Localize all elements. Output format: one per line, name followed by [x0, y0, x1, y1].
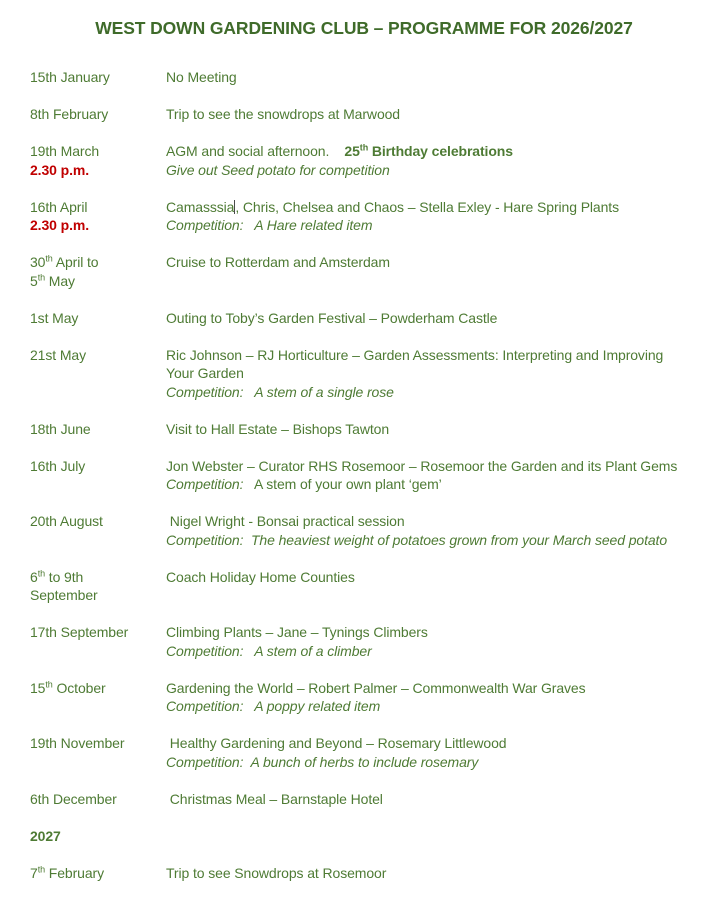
text-segment: September	[30, 587, 98, 603]
entry-date	[30, 568, 166, 605]
date-line	[30, 161, 166, 180]
date-line	[30, 512, 166, 531]
text-segment: Outing to Toby’s Garden Festival – Powderham Castle	[166, 309, 498, 326]
description-line	[166, 105, 698, 124]
programme-entry	[30, 198, 698, 235]
text-segment: Trip to see Snowdrops at Rosemoor	[166, 864, 387, 881]
entry-date	[30, 734, 166, 753]
text-segment: th	[45, 678, 53, 689]
programme-entry	[30, 512, 698, 549]
text-segment: May	[45, 272, 75, 289]
programme-list	[30, 68, 698, 882]
date-line	[30, 420, 166, 439]
text-segment: Gardening the World – Robert Palmer – Commonwealth War Graves	[166, 679, 586, 696]
date-line	[30, 827, 166, 846]
text-segment: , Chris, Chelsea and Chaos – Stella Exley - Hare Spring Plants	[235, 198, 619, 215]
date-line	[30, 253, 166, 272]
entry-date	[30, 68, 166, 87]
entry-description	[166, 68, 698, 87]
text-segment: 2027	[30, 827, 61, 844]
text-segment: 30	[30, 254, 46, 270]
text-segment: Nigel Wright - Bonsai practical session	[166, 513, 405, 529]
text-segment: 2.30 p.m.	[30, 161, 90, 178]
programme-entry	[30, 679, 698, 716]
text-segment: Competition: A stem of a single rose	[166, 383, 394, 400]
text-segment: 6th December	[30, 790, 117, 807]
entry-date	[30, 198, 166, 235]
date-line	[30, 198, 166, 217]
text-segment: th	[37, 567, 45, 578]
text-segment: Competition: The heaviest weight of potatoes grown from your March seed potato	[166, 531, 668, 548]
description-line	[166, 383, 698, 402]
entry-date	[30, 827, 166, 846]
text-segment: Coach Holiday Home Counties	[166, 568, 355, 585]
text-segment: A stem of your own plant ‘gem’	[243, 476, 442, 492]
entry-date	[30, 346, 166, 365]
text-segment: 6	[30, 568, 38, 585]
date-line	[30, 568, 166, 587]
description-line	[166, 216, 698, 235]
text-segment: th	[359, 142, 369, 153]
text-segment: Competition: A poppy related item	[166, 698, 381, 714]
text-segment: No Meeting	[166, 69, 237, 85]
entry-date	[30, 623, 166, 642]
text-segment: Your Garden	[166, 365, 244, 381]
text-segment: 7	[30, 864, 38, 881]
entry-description	[166, 623, 698, 660]
description-line	[166, 679, 698, 698]
description-line	[166, 198, 698, 217]
text-segment: Christmas Meal – Barnstaple Hotel	[166, 790, 383, 807]
text-segment: Camasssia	[166, 198, 235, 215]
entry-description	[166, 734, 698, 771]
description-line	[166, 790, 698, 809]
entry-description	[166, 457, 698, 494]
description-line	[166, 309, 698, 328]
text-segment: 1st May	[30, 309, 79, 326]
entry-description	[166, 309, 698, 328]
description-line	[166, 161, 698, 180]
programme-entry	[30, 420, 698, 439]
entry-date	[30, 790, 166, 809]
date-line	[30, 216, 166, 235]
programme-entry	[30, 827, 698, 846]
description-line	[166, 642, 698, 661]
programme-entry	[30, 568, 698, 605]
text-segment: th	[37, 271, 45, 282]
description-line	[166, 753, 698, 772]
description-line	[166, 864, 698, 883]
entry-date	[30, 309, 166, 328]
description-line	[166, 253, 698, 272]
description-line	[166, 568, 698, 587]
text-segment: Competition:	[166, 476, 244, 492]
programme-entry	[30, 142, 698, 179]
date-line	[30, 309, 166, 328]
entry-description	[166, 346, 698, 402]
description-line	[166, 346, 698, 365]
date-line	[30, 105, 166, 124]
date-line	[30, 142, 166, 161]
description-line	[166, 734, 698, 753]
text-segment: 19th March	[30, 143, 100, 159]
description-line	[166, 623, 698, 642]
text-segment: October	[52, 679, 106, 696]
description-line	[166, 420, 698, 439]
programme-entry	[30, 309, 698, 328]
text-segment: Trip to see the snowdrops at Marwood	[166, 106, 400, 122]
entry-date	[30, 253, 166, 290]
entry-date	[30, 420, 166, 439]
text-segment: th	[37, 863, 45, 874]
text-segment: AGM and social afternoon.	[166, 143, 345, 159]
text-segment: 16th April	[30, 198, 88, 215]
date-line	[30, 790, 166, 809]
entry-description	[166, 105, 698, 124]
programme-entry	[30, 623, 698, 660]
text-segment: 19th November	[30, 735, 125, 751]
entry-date	[30, 142, 166, 179]
text-segment: 20th August	[30, 513, 103, 529]
text-segment: Give out Seed potato for competition	[166, 161, 390, 178]
description-line	[166, 364, 698, 383]
entry-description	[166, 679, 698, 716]
description-line	[166, 68, 698, 87]
description-line	[166, 475, 698, 494]
text-segment: Climbing Plants – Jane – Tynings Climbers	[166, 624, 428, 640]
date-line	[30, 734, 166, 753]
text-segment: Cruise to Rotterdam and Amsterdam	[166, 254, 390, 270]
date-line	[30, 68, 166, 87]
entry-description	[166, 253, 698, 272]
text-segment: Birthday celebrations	[368, 143, 513, 159]
description-line	[166, 697, 698, 716]
entry-description	[166, 142, 698, 179]
text-segment: 18th June	[30, 420, 91, 437]
entry-description	[166, 864, 698, 883]
page-title: WEST DOWN GARDENING CLUB – PROGRAMME FOR 2026/2027	[95, 18, 633, 38]
date-line	[30, 586, 166, 605]
text-segment: 16th July	[30, 457, 86, 474]
text-segment: April to	[52, 254, 99, 270]
text-segment: Competition: A stem of a climber	[166, 642, 372, 659]
text-segment: 25	[344, 143, 360, 159]
text-segment: 21st May	[30, 346, 86, 363]
entry-date	[30, 679, 166, 698]
date-line	[30, 457, 166, 476]
text-segment: 2.30 p.m.	[30, 217, 90, 233]
date-line	[30, 864, 166, 883]
entry-description	[166, 568, 698, 587]
text-segment: to 9th	[45, 568, 84, 585]
entry-description	[166, 790, 698, 809]
programme-entry	[30, 68, 698, 87]
date-line	[30, 346, 166, 365]
text-segment: 8th February	[30, 106, 109, 122]
text-segment: Competition: A bunch of herbs to include rosemary	[166, 753, 479, 770]
entry-date	[30, 457, 166, 476]
text-segment: 15th January	[30, 69, 110, 85]
entry-description	[166, 512, 698, 549]
programme-entry	[30, 864, 698, 883]
text-segment: Visit to Hall Estate – Bishops Tawton	[166, 420, 390, 437]
entry-description	[166, 420, 698, 439]
programme-entry	[30, 734, 698, 771]
text-segment: February	[45, 864, 105, 881]
description-line	[166, 142, 698, 161]
text-segment: 5	[30, 272, 38, 289]
entry-description	[166, 198, 698, 235]
date-line	[30, 272, 166, 291]
entry-date	[30, 105, 166, 124]
text-segment: Ric Johnson – RJ Horticulture – Garden Assessments: Interpreting and Improving	[166, 346, 664, 363]
text-segment: 17th September	[30, 624, 129, 640]
text-segment: 15	[30, 679, 46, 696]
date-line	[30, 679, 166, 698]
programme-entry	[30, 253, 698, 290]
description-line	[166, 512, 698, 531]
text-segment: Healthy Gardening and Beyond – Rosemary Littlewood	[166, 735, 507, 751]
programme-entry	[30, 790, 698, 809]
text-segment: th	[45, 253, 53, 264]
text-segment: Competition: A Hare related item	[166, 217, 373, 233]
programme-entry	[30, 346, 698, 402]
description-line	[166, 531, 698, 550]
entry-date	[30, 512, 166, 531]
programme-entry	[30, 457, 698, 494]
text-segment: Jon Webster – Curator RHS Rosemoor – Rosemoor the Garden and its Plant Gems	[166, 457, 678, 474]
entry-date	[30, 864, 166, 883]
programme-entry	[30, 105, 698, 124]
description-line	[166, 457, 698, 476]
date-line	[30, 623, 166, 642]
